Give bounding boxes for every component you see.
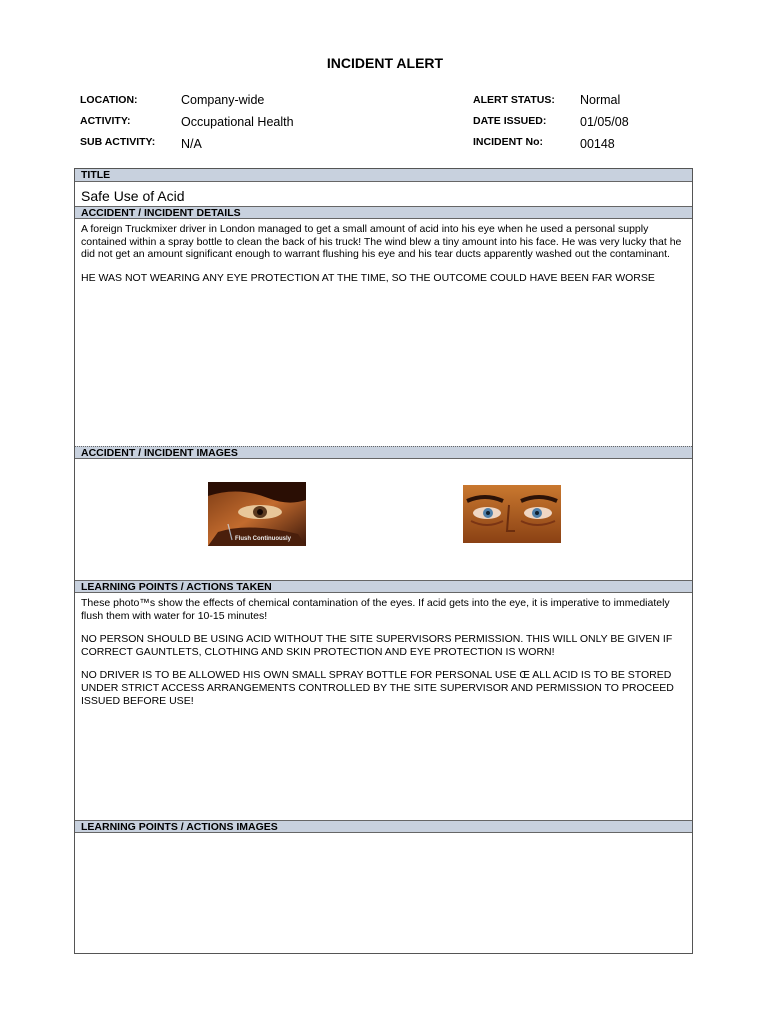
contaminated-eyes-image [463,485,561,543]
images-section-body [75,460,692,580]
document-title: INCIDENT ALERT [326,55,444,71]
incident-no-label: INCIDENT No: [473,136,543,148]
learning-section-body [75,595,692,820]
learning-images-section-body [75,834,692,952]
alert-status-label: ALERT STATUS: [473,94,555,106]
incident-form [74,168,693,954]
learning-paragraph-1: These photo™s show the effects of chemical contamination of the eyes. If acid gets into the eye, it is imperative to immediately flush them with water for 10-15 minutes! [81,597,670,622]
learning-paragraph-2: NO PERSON SHOULD BE USING ACID WITHOUT THE SITE SUPERVISORS PERMISSION. THIS WILL ONLY BE GIVEN IF CORRECT GAUNTLETS, CLOTHING AND SKIN PROTECTION AND EYE PROTECTION IS WORN! [81,633,673,658]
learning-images-section-header: LEARNING POINTS / ACTIONS IMAGES [75,820,692,833]
title-section-header: TITLE [75,169,692,182]
date-issued-value: 01/05/08 [580,115,629,129]
activity-value: Occupational Health [181,115,294,129]
location-label: LOCATION: [80,94,138,106]
sub-activity-value: N/A [181,137,202,151]
date-issued-label: DATE ISSUED: [473,115,547,127]
location-value: Company-wide [181,93,265,107]
incident-no-value: 00148 [580,137,615,151]
details-section-body [75,221,692,445]
details-section-header: ACCIDENT / INCIDENT DETAILS [75,206,692,219]
activity-label: ACTIVITY: [80,115,131,127]
alert-status-value: Normal [580,93,621,107]
details-warning: HE WAS NOT WEARING ANY EYE PROTECTION AT THE TIME, SO THE OUTCOME COULD HAVE BEEN FAR WORSE [81,271,655,284]
images-section-header: ACCIDENT / INCIDENT IMAGES [75,446,692,459]
title-section-body [75,186,692,206]
learning-paragraph-3: NO DRIVER IS TO BE ALLOWED HIS OWN SMALL SPRAY BOTTLE FOR PERSONAL USE Œ ALL ACID IS TO BE STORED UNDER STRICT ACCESS ARRANGEMENTS CONTROLLED BY THE SITE SUPERVISOR AND PERMISSION TO PROCEED ISSUED BEFORE USE! [81,669,674,707]
sub-activity-label: SUB ACTIVITY: [80,136,156,148]
learning-section-header: LEARNING POINTS / ACTIONS TAKEN [75,580,692,593]
details-paragraph: A foreign Truckmixer driver in London managed to get a small amount of acid into his eye when he used a personal supply contained within a spray bottle to clean the back of his truck! The wind blew a tiny amount into his face. He was very lucky that he did not get an amount significant enough to warrant flushing his eye and his tear ducts apparently washed out the contaminant. [81,223,682,261]
eye-flush-caption: Flush Continuously [235,536,291,542]
incident-title: Safe Use of Acid [81,188,185,204]
